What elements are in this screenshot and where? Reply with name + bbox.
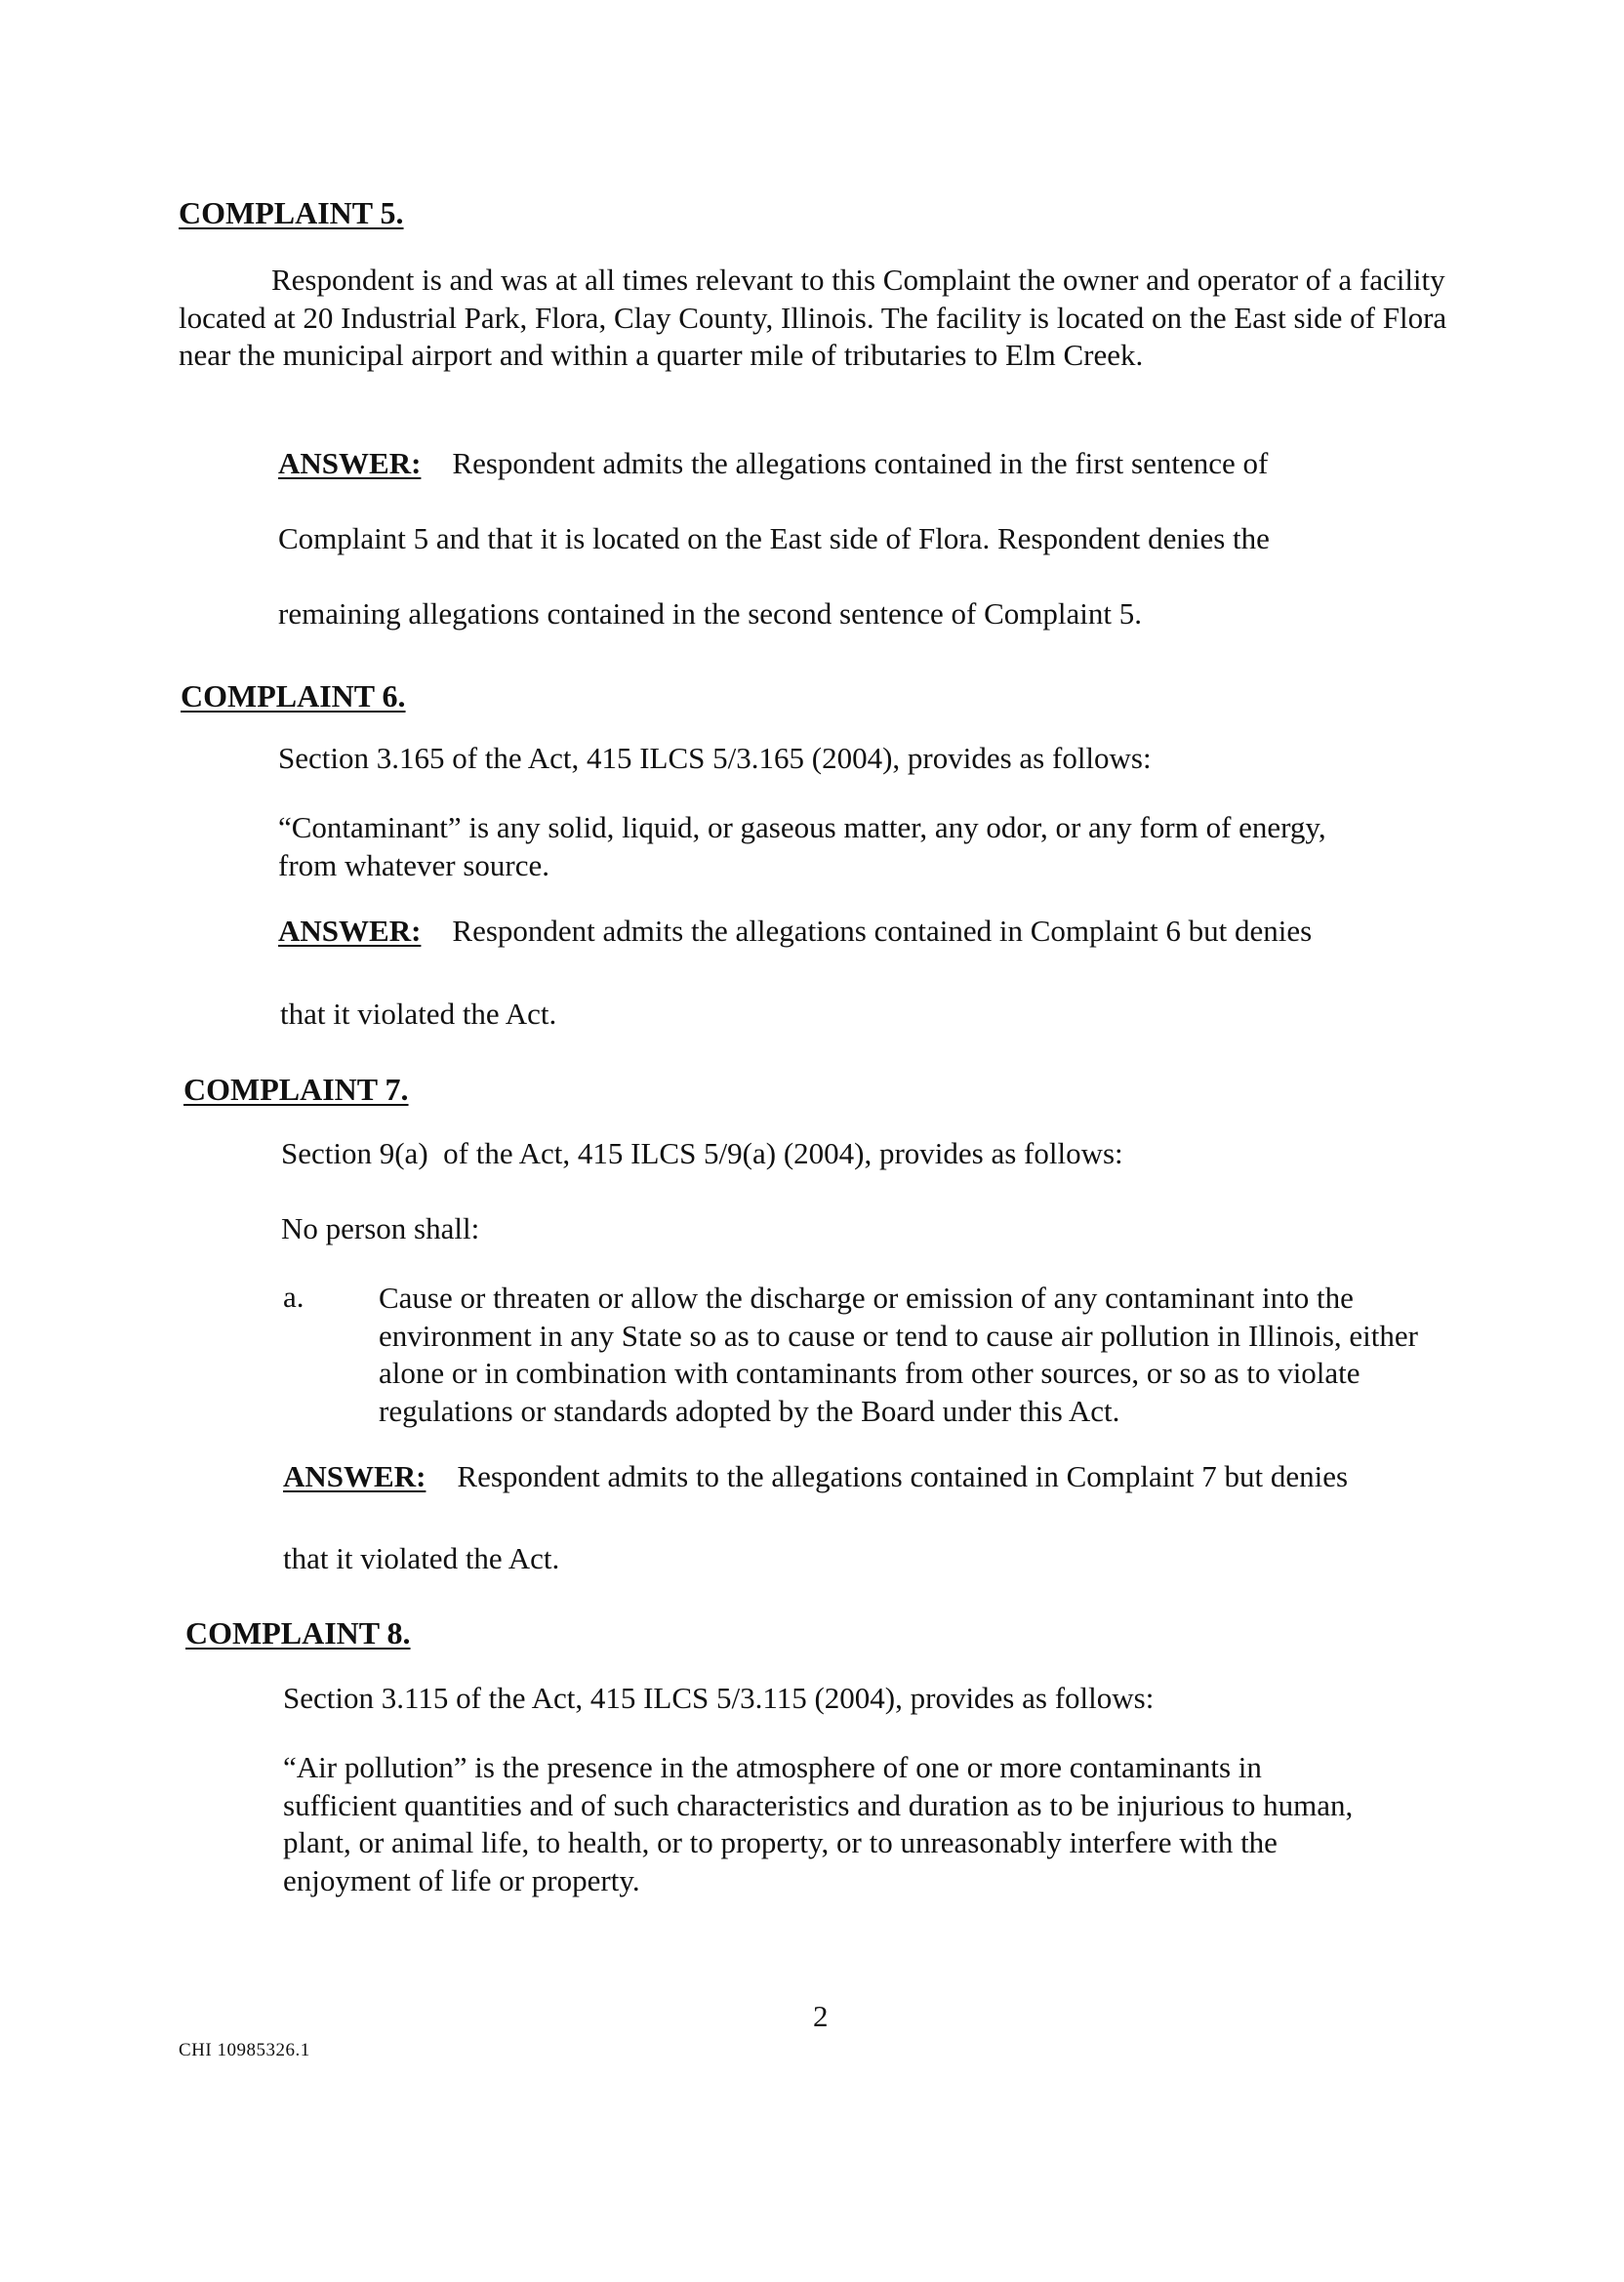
complaint-5-heading: COMPLAINT 5.	[179, 195, 404, 230]
complaint-5-body: Respondent is and was at all times relevant to this Complaint the owner and operator of a facility located at 20 Industrial Park, Flora, Clay County, Illinois. The facility is located on the East side of Flora near the municipal airport and within a quarter mile of tributaries to Elm Creek.	[179, 263, 1447, 372]
complaint-7-answer-line-2: that it violated the Act.	[283, 1541, 560, 1575]
complaint-7-answer-line-1	[283, 1458, 1348, 1496]
complaint-6-heading: COMPLAINT 6.	[181, 678, 406, 713]
complaint-8-intro: Section 3.115 of the Act, 415 ILCS 5/3.115 (2004), provides as follows:	[283, 1681, 1155, 1715]
complaint-6-answer-line-2: that it violated the Act.	[280, 997, 557, 1031]
complaint-8-heading: COMPLAINT 8.	[185, 1615, 411, 1650]
answer-label: ANSWER:	[283, 1459, 426, 1493]
complaint-7-heading: COMPLAINT 7.	[183, 1072, 409, 1107]
complaint-7-item-label: a.	[283, 1280, 304, 1314]
complaint-5-answer-line-2: Complaint 5 and that it is located on the East side of Flora. Respondent denies the	[278, 521, 1270, 555]
document-id: CHI 10985326.1	[179, 2040, 310, 2060]
complaint-7-lead: No person shall:	[281, 1211, 480, 1245]
complaint-5-answer-line-1	[278, 445, 1268, 483]
complaint-5-answer-line-3: remaining allegations contained in the second sentence of Complaint 5.	[278, 596, 1142, 631]
complaint-6-answer-line-1	[278, 913, 1312, 951]
complaint-6-intro: Section 3.165 of the Act, 415 ILCS 5/3.165 (2004), provides as follows:	[278, 741, 1152, 775]
complaint-8-quote: “Air pollution” is the presence in the atmosphere of one or more contaminants in sufficient quantities and of such characteristics and duration as to be injurious to human, plant, or animal life, to health, or to property, or to unreasonably interfere with the enjoyment of life or property.	[283, 1750, 1354, 1897]
complaint-6-quote: “Contaminant” is any solid, liquid, or gaseous matter, any odor, or any form of energy, from whatever source.	[278, 810, 1326, 882]
answer-text: Respondent admits the allegations contained in the first sentence of	[452, 446, 1269, 480]
answer-text: Respondent admits to the allegations contained in Complaint 7 but denies	[457, 1459, 1349, 1493]
answer-label: ANSWER:	[278, 446, 422, 480]
answer-label: ANSWER:	[278, 914, 422, 948]
complaint-7-intro: Section 9(a) of the Act, 415 ILCS 5/9(a) (2004), provides as follows:	[281, 1136, 1123, 1170]
complaint-7-item-text: Cause or threaten or allow the discharge or emission of any contaminant into the environment in any State so as to cause or tend to cause air pollution in Illinois, either alone or in combination with contaminants from other sources, or so as to violate regulations or standards adopted by the Board under this Act.	[379, 1281, 1418, 1428]
page-number: 2	[813, 1999, 829, 2033]
answer-text: Respondent admits the allegations contained in Complaint 6 but denies	[452, 914, 1313, 948]
